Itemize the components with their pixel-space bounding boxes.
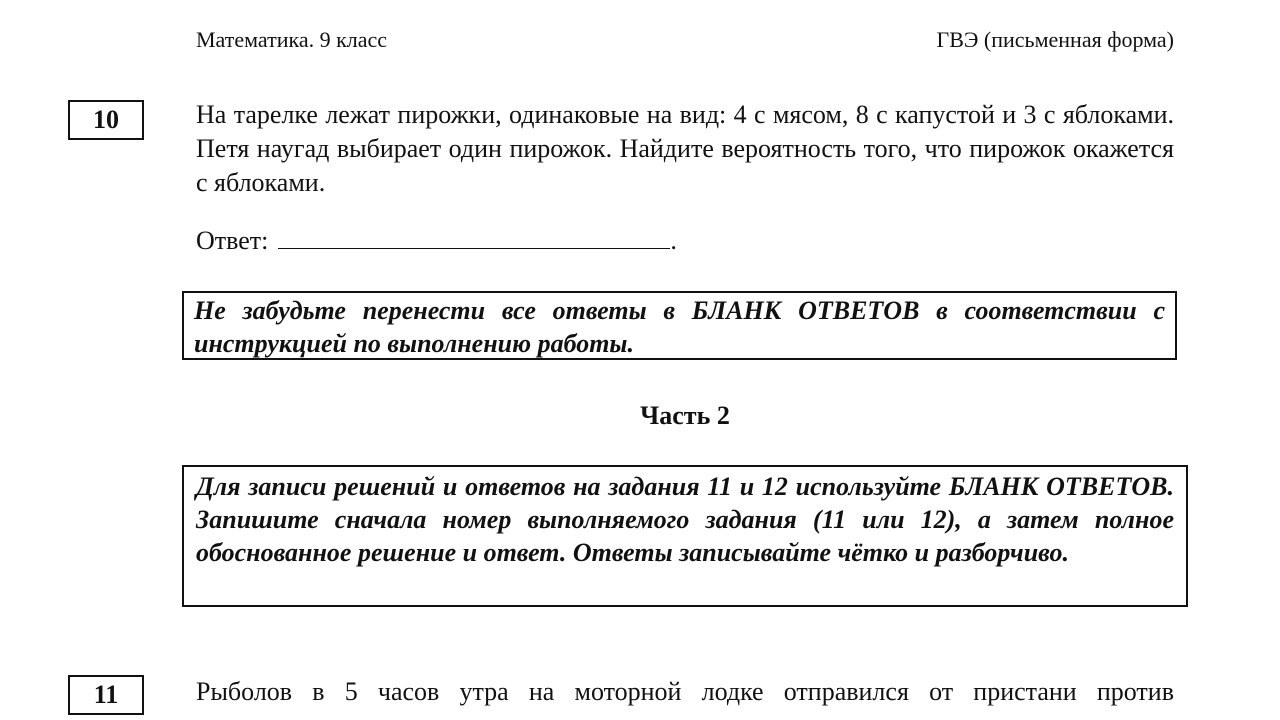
part-2-instructions: Для записи решений и ответов на задания 11 и 12 используйте БЛАНК ОТВЕТОВ. Запишите сначала номер выполняемого задания (11 или 12), а затем полное обоснованное решение и ответ. Ответы записывайте чётко и разборчиво. bbox=[182, 465, 1188, 607]
answer-end: . bbox=[670, 226, 677, 255]
answer-line bbox=[196, 224, 677, 258]
part-2-title: Часть 2 bbox=[640, 401, 730, 430]
task-11-text: Рыболов в 5 часов утра на моторной лодке отправился от пристани против bbox=[196, 677, 1174, 706]
answer-blank bbox=[278, 224, 670, 249]
task-number-10: 10 bbox=[68, 100, 144, 140]
header-subject: Математика. 9 класс bbox=[196, 27, 388, 52]
task-number-11: 11 bbox=[68, 675, 144, 715]
notice-transfer-answers: Не забудьте перенести все ответы в БЛАНК ОТВЕТОВ в соответствии с инструкцией по выполнению работы. bbox=[182, 291, 1177, 360]
task-10-text: На тарелке лежат пирожки, одинаковые на вид: 4 с мясом, 8 с капустой и 3 с яблоками. Петя наугад выбирает один пирожок. Найдите вероятность того, что пирожок окажется с яблоками. bbox=[196, 100, 1174, 197]
header-exam-type: ГВЭ (письменная форма) bbox=[936, 27, 1174, 52]
answer-label: Ответ: bbox=[196, 226, 269, 255]
